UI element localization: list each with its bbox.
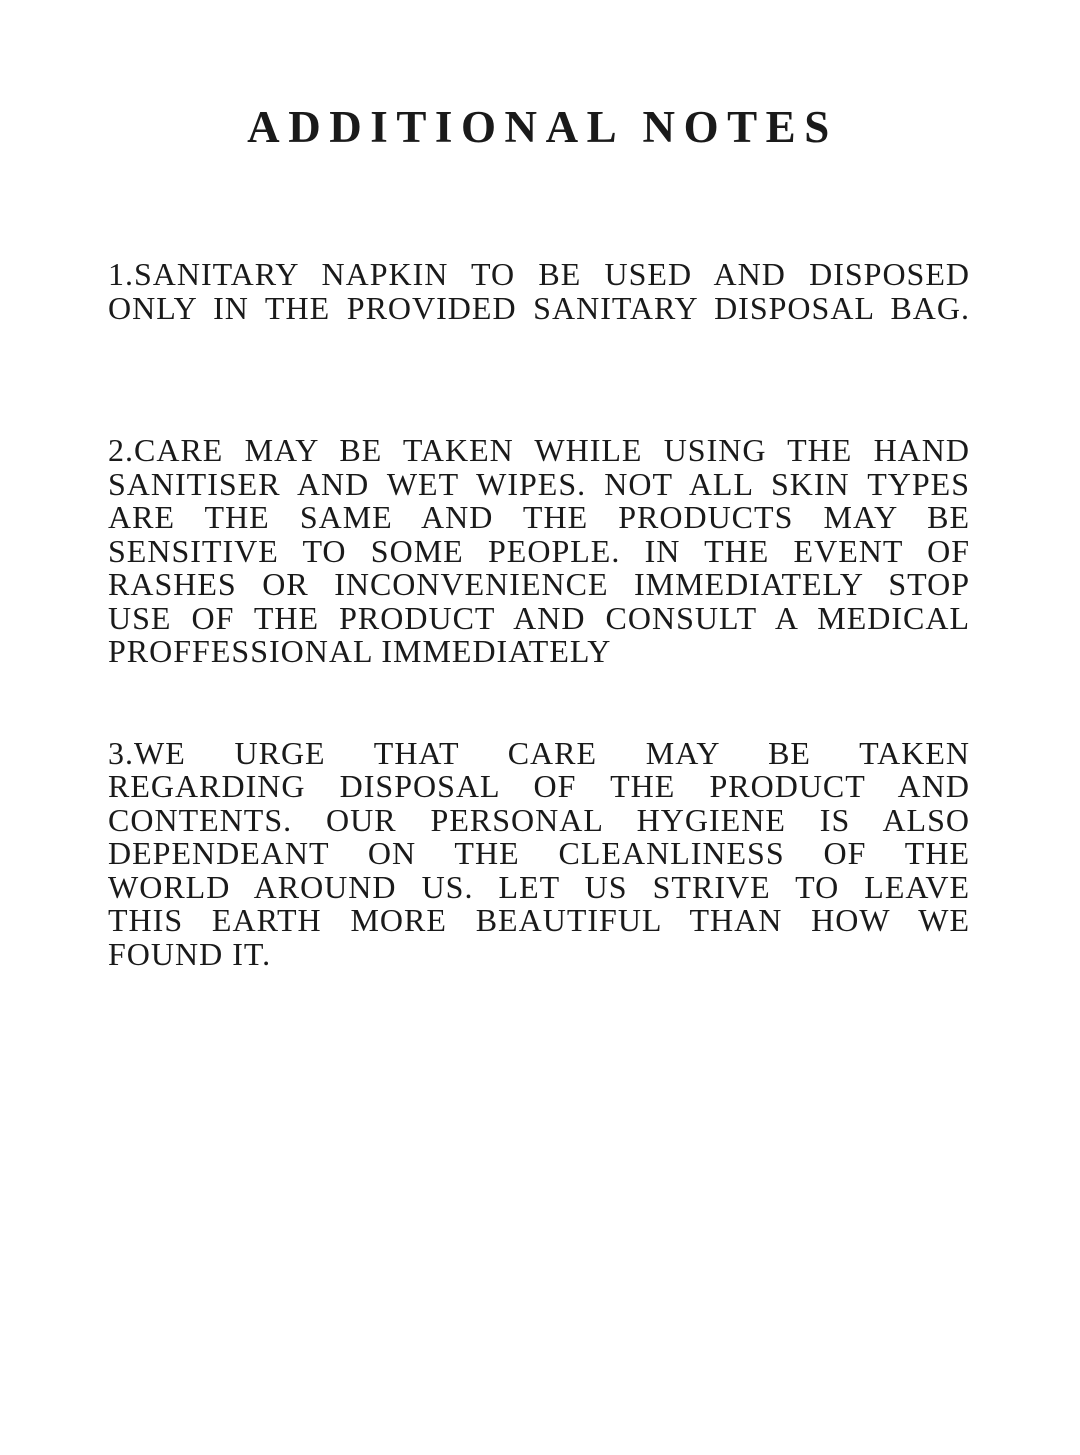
notes-section xyxy=(108,258,970,971)
note-line: SANITISER AND WET WIPES. NOT ALL SKIN TYPES xyxy=(108,465,970,502)
document-page xyxy=(0,102,1080,1455)
note-line: USE OF THE PRODUCT AND CONSULT A MEDICAL xyxy=(108,599,970,636)
note-line: WORLD AROUND US. LET US STRIVE TO LEAVE xyxy=(108,868,970,905)
note-line: 3.WE URGE THAT CARE MAY BE TAKEN xyxy=(108,734,970,771)
note-line: CONTENTS. OUR PERSONAL HYGIENE IS ALSO xyxy=(108,801,970,838)
note-line: REGARDING DISPOSAL OF THE PRODUCT AND xyxy=(108,768,970,804)
page-title: ADDITIONAL NOTES xyxy=(247,102,838,152)
note-line: RASHES OR INCONVENIENCE IMMEDIATELY STOP xyxy=(108,566,970,602)
note-line: 1.SANITARY NAPKIN TO BE USED AND DISPOSED xyxy=(108,256,970,292)
note-line: FOUND IT. xyxy=(108,935,272,972)
note-paragraph-1 xyxy=(108,258,970,325)
note-line: PROFFESSIONAL IMMEDIATELY xyxy=(108,633,612,669)
note-line: THIS EARTH MORE BEAUTIFUL THAN HOW WE xyxy=(108,902,970,938)
note-line: ARE THE SAME AND THE PRODUCTS MAY BE xyxy=(108,499,970,535)
note-line: ONLY IN THE PROVIDED SANITARY DISPOSAL BAG. xyxy=(108,289,970,326)
note-paragraph-3 xyxy=(108,734,970,972)
note-line: SENSITIVE TO SOME PEOPLE. IN THE EVENT OF xyxy=(108,532,970,569)
note-line: 2.CARE MAY BE TAKEN WHILE USING THE HAND xyxy=(108,432,970,468)
note-line: DEPENDEANT ON THE CLEANLINESS OF THE xyxy=(108,835,970,871)
note-paragraph-2 xyxy=(108,434,970,669)
